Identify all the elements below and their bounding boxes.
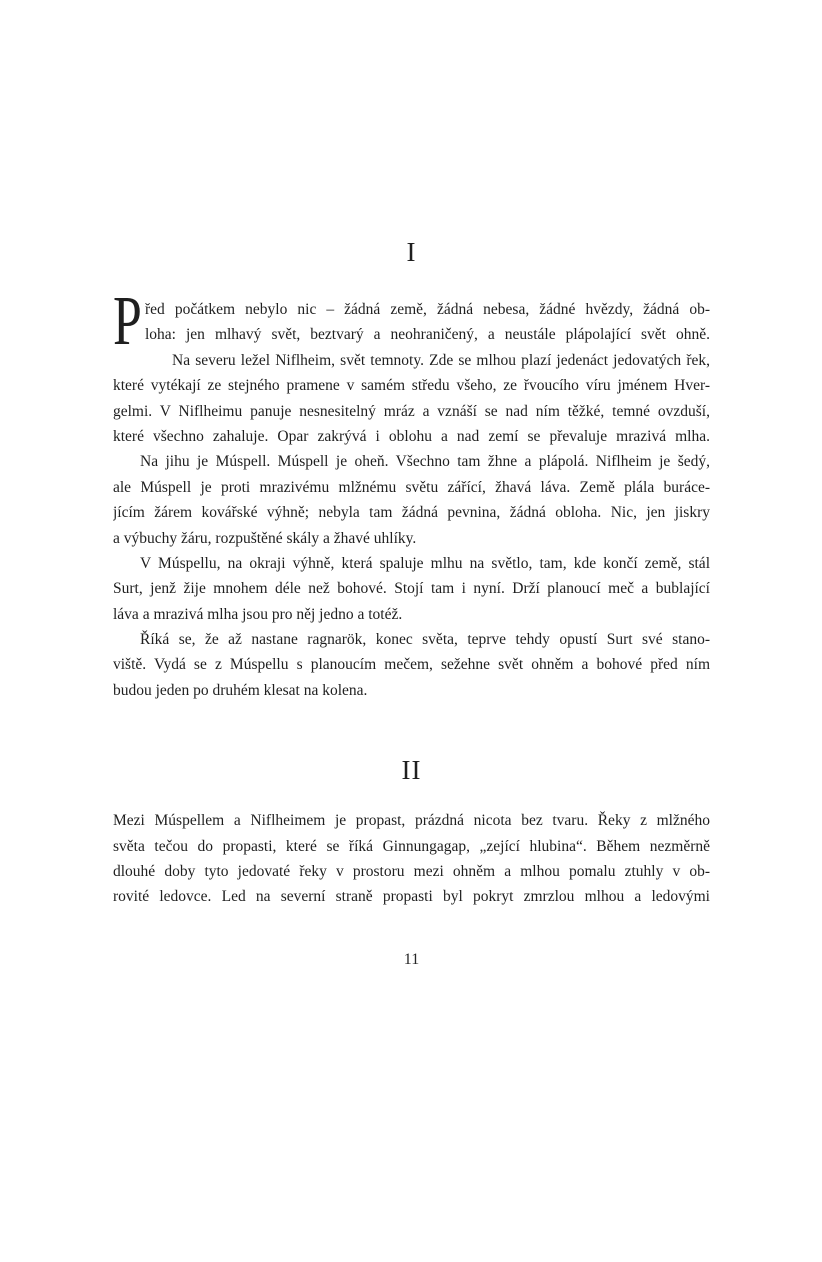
section-heading-I: I: [406, 237, 417, 267]
text-line: které vytékají ze stejného pramene v samém středu všeho, ze řvoucího víru jménem Hver-: [113, 377, 710, 395]
text-line: jícím žárem kovářské výhně; nebyla tam žádná pevnina, žádná obloha. Nic, jen jiskry: [113, 504, 710, 522]
text-line: viště. Vydá se z Múspellu s planoucím mečem, sežehne svět ohněm a bohové před ním: [113, 656, 710, 674]
text-line: gelmi. V Niflheimu panuje nesnesitelný mráz a vznáší se nad ním těžké, temné ovzduší,: [113, 402, 710, 420]
text-line: ale Múspell je proti mrazivému mlžnému světu zářící, žhavá láva. Země plála buráce-: [113, 478, 710, 496]
text-line: které všechno zahaluje. Opar zakrývá i oblohu a nad zemí se převaluje mrazivá mlha.: [113, 427, 710, 445]
book-page: [0, 238, 822, 1262]
text-line: Na jihu je Múspell. Múspell je oheň. Všechno tam žhne a plápolá. Niflheim je šedý,: [140, 453, 710, 471]
drop-cap: [113, 283, 145, 360]
paragraph: [113, 551, 710, 627]
text-line: loha: jen mlhavý svět, beztvarý a neohraničený, a neustále plápolající svět ohně.: [145, 326, 710, 344]
paragraph: [113, 348, 710, 450]
text-line: Říká se, že až nastane ragnarök, konec světa, teprve tehdy opustí Surt své stano-: [140, 631, 710, 649]
section-heading-II: II: [401, 755, 422, 786]
text-line: a výbuchy žáru, rozpuštěné skály a žhavé uhlíky.: [113, 529, 417, 547]
paragraph: [113, 449, 710, 551]
text-line: Mezi Múspellem a Niflheimem je propast, prázdná nicota bez tvaru. Řeky z mlžného: [113, 812, 710, 830]
drop-cap-letter: P: [113, 283, 142, 360]
text-line: řed počátkem nebylo nic – žádná země, žádná nebesa, žádné hvězdy, žádná ob-: [145, 301, 710, 318]
page-number: 11: [403, 950, 420, 968]
text-block: [113, 238, 710, 910]
text-line: V Múspellu, na okraji výhně, která spaluje mlhu na světlo, tam, kde končí země, stál: [140, 554, 710, 572]
text-line: světa tečou do propasti, které se říká Ginnungagap, „zející hlubina“. Během nezměrně: [113, 837, 710, 855]
text-line: dlouhé doby tyto jedovaté řeky v prostoru mezi ohněm a mlhou pomalu ztuhly v ob-: [113, 863, 710, 881]
text-line: láva a mrazivá mlha jsou pro něj jedno a totéž.: [113, 605, 403, 623]
text-line: Na severu ležel Niflheim, svět temnoty. Zde se mlhou plazí jedenáct jedovatých řek,: [172, 351, 710, 369]
paragraph: [113, 808, 710, 910]
paragraph: [113, 627, 710, 703]
text-line: budou jeden po druhém klesat na kolena.: [113, 681, 368, 699]
text-line: rovité ledovce. Led na severní straně propasti byl pokryt zmrzlou mlhou a ledovými: [113, 888, 710, 906]
text-line: Surt, jenž žije mnohem déle než bohové. Stojí tam i nyní. Drží planoucí meč a bublající: [113, 580, 710, 598]
